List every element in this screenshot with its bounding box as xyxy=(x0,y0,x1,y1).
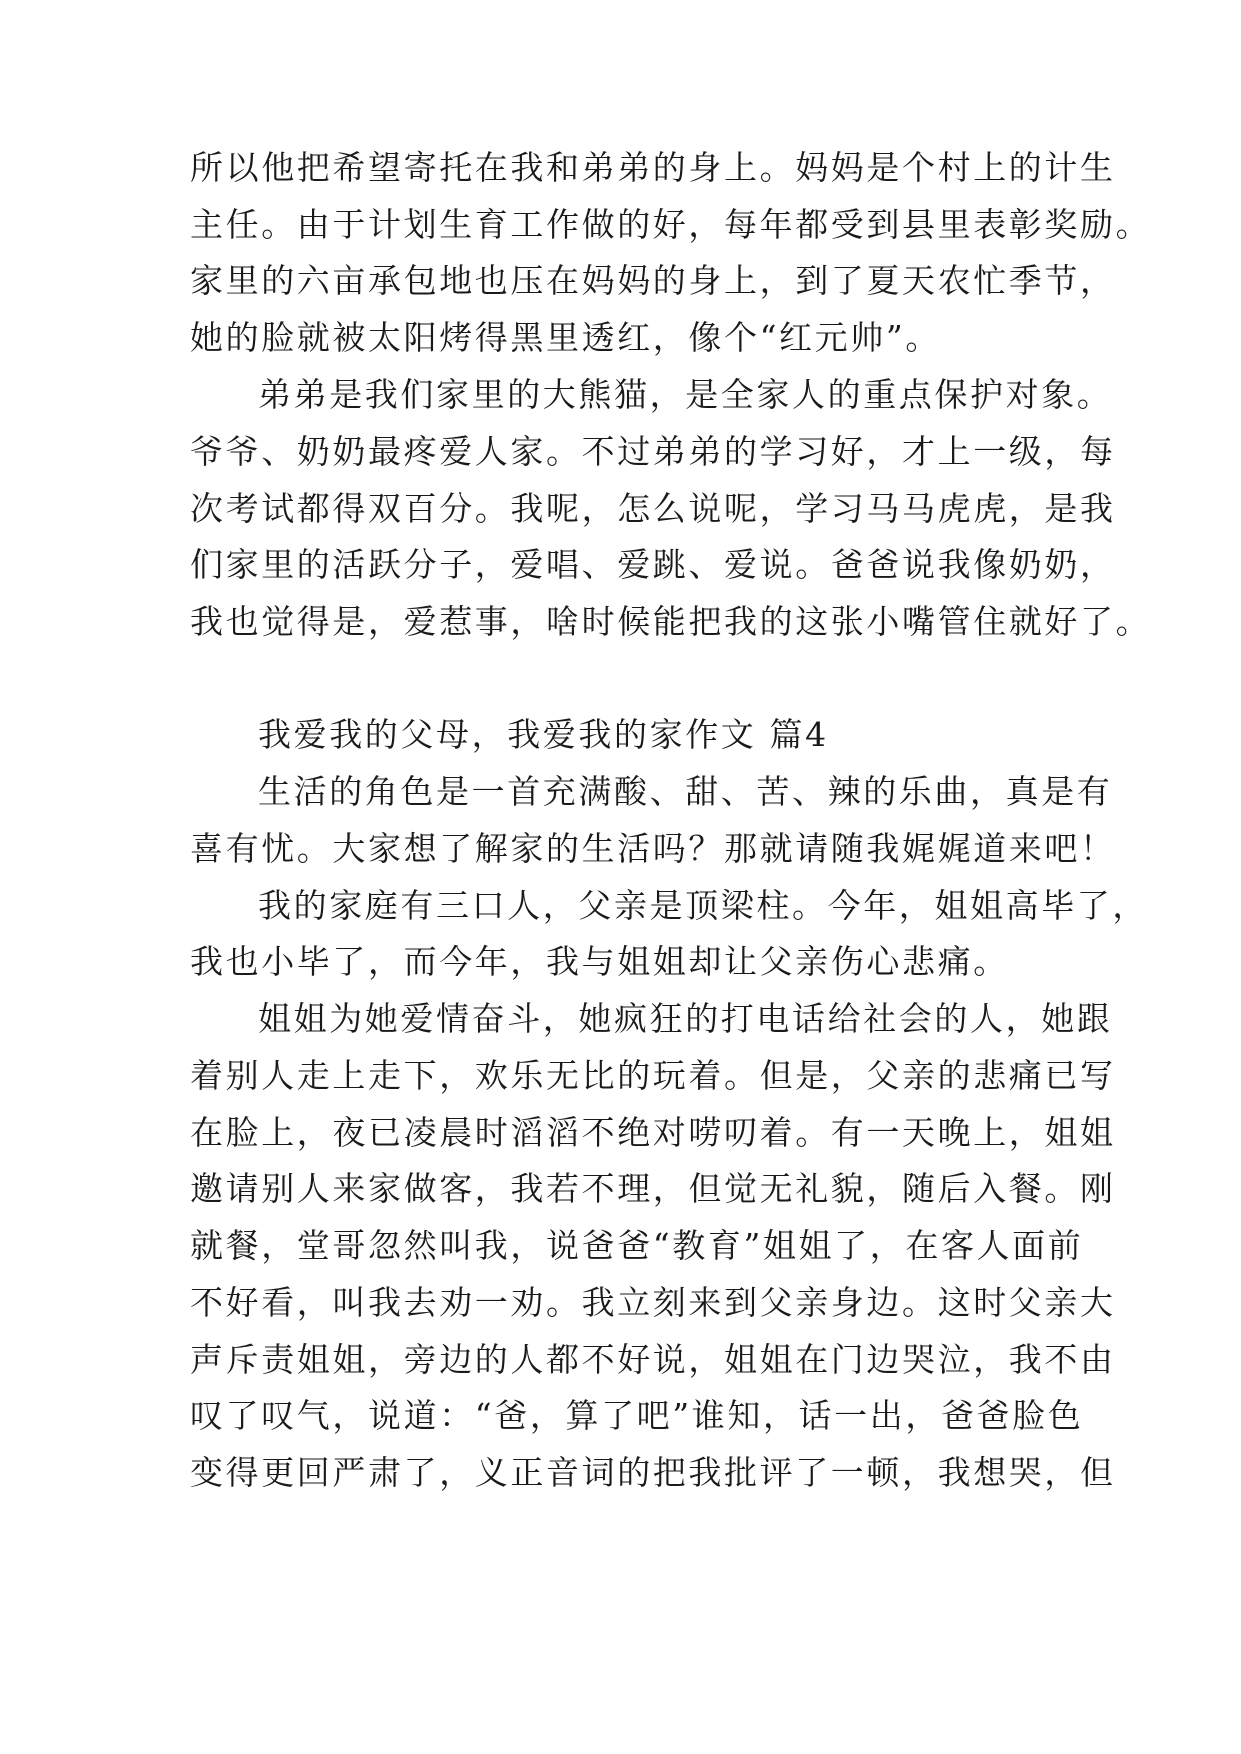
paragraph-first-line: 弟弟是我们家里的大熊猫，是全家人的重点保护对象。 xyxy=(258,375,1113,414)
text-line: 我也小毕了，而今年，我与姐姐却让父亲伤心悲痛。 xyxy=(190,942,1009,981)
text-line: 我也觉得是，爱惹事，啥时候能把我的这张小嘴管住就好了。 xyxy=(190,602,1152,641)
paragraph-first-line: 生活的角色是一首充满酸、甜、苦、辣的乐曲，真是有 xyxy=(258,772,1113,811)
text-line: 邀请别人来家做客，我若不理，但觉无礼貌，随后入餐。刚 xyxy=(190,1169,1116,1208)
text-line: 在脸上，夜已凌晨时滔滔不绝对唠叨着。有一天晚上，姐姐 xyxy=(190,1113,1116,1152)
text-line: 变得更回严肃了，义正音词的把我批评了一顿，我想哭，但 xyxy=(190,1453,1116,1492)
text-line: 爷爷、奶奶最疼爱人家。不过弟弟的学习好，才上一级，每 xyxy=(190,432,1116,471)
text-line: 家里的六亩承包地也压在妈妈的身上，到了夏天农忙季节， xyxy=(190,261,1116,300)
paragraph-first-line: 姐姐为她爱情奋斗，她疯狂的打电话给社会的人，她跟 xyxy=(258,999,1113,1038)
text-line: 主任。由于计划生育工作做的好，每年都受到县里表彰奖励。 xyxy=(190,205,1152,244)
text-line: 不好看，叫我去劝一劝。我立刻来到父亲身边。这时父亲大 xyxy=(190,1283,1116,1322)
text-line: 所以他把希望寄托在我和弟弟的身上。妈妈是个村上的计生 xyxy=(190,148,1116,187)
paragraph-first-line: 我的家庭有三口人，父亲是顶梁柱。今年，姐姐高毕了， xyxy=(258,886,1148,925)
text-line: 喜有忧。大家想了解家的生活吗？那就请随我娓娓道来吧！ xyxy=(190,829,1116,868)
text-line: 叹了叹气，说道：“爸，算了吧”谁知，话一出，爸爸脸色 xyxy=(190,1396,1084,1435)
text-line: 们家里的活跃分子，爱唱、爱跳、爱说。爸爸说我像奶奶， xyxy=(190,545,1116,584)
text-line: 着别人走上走下，欢乐无比的玩着。但是，父亲的悲痛已写 xyxy=(190,1056,1116,1095)
text-line: 次考试都得双百分。我呢，怎么说呢，学习马马虎虎，是我 xyxy=(190,489,1116,528)
text-line: 声斥责姐姐，旁边的人都不好说，姐姐在门边哭泣，我不由 xyxy=(190,1340,1116,1379)
text-line: 她的脸就被太阳烤得黑里透红，像个“红元帅”。 xyxy=(190,318,941,357)
section-heading: 我爱我的父母，我爱我的家作文 篇4 xyxy=(258,715,829,754)
text-line: 就餐，堂哥忽然叫我，说爸爸“教育”姐姐了，在客人面前 xyxy=(190,1226,1084,1265)
